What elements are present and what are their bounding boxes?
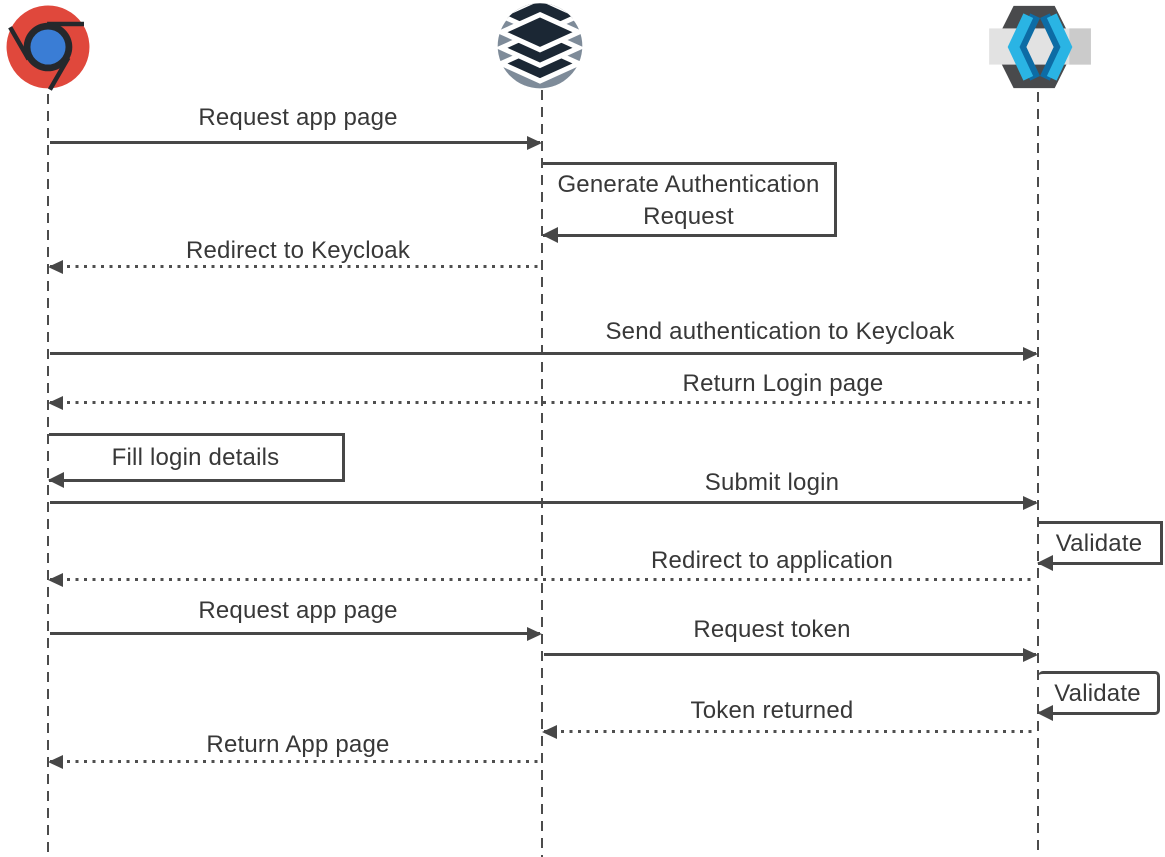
message-arrow	[50, 760, 540, 763]
message-label: Return Login page	[682, 370, 884, 397]
message-label: Request app page	[198, 597, 398, 624]
message-arrow	[50, 501, 1036, 504]
message-label: Request app page	[198, 104, 398, 131]
message-label: Redirect to Keycloak	[185, 237, 411, 264]
message-arrow	[544, 730, 1036, 733]
message-label: Submit login	[704, 469, 840, 496]
message-arrow	[50, 352, 1036, 355]
message-label: Request token	[693, 616, 851, 643]
chrome-browser-icon	[3, 2, 93, 92]
message-arrow	[50, 401, 1036, 404]
message-label: Token returned	[690, 697, 854, 724]
lifeline-keycloak	[1037, 92, 1039, 857]
message-label: Send authentication to Keycloak	[605, 318, 955, 345]
self-message-box: Validate	[1038, 521, 1163, 565]
message-label: Return App page	[206, 731, 390, 758]
message-arrow	[50, 578, 1036, 581]
message-arrow	[50, 141, 540, 144]
message-arrow	[544, 653, 1036, 656]
self-message-box: Validate	[1038, 671, 1160, 715]
self-message-box: Fill login details	[49, 433, 345, 482]
message-label: Redirect to application	[650, 547, 894, 574]
message-arrow	[50, 265, 540, 268]
keycloak-icon	[986, 2, 1096, 92]
app-layers-icon	[494, 0, 586, 92]
message-arrow	[50, 632, 540, 635]
self-message-box: Generate Authentication Request	[543, 162, 837, 237]
